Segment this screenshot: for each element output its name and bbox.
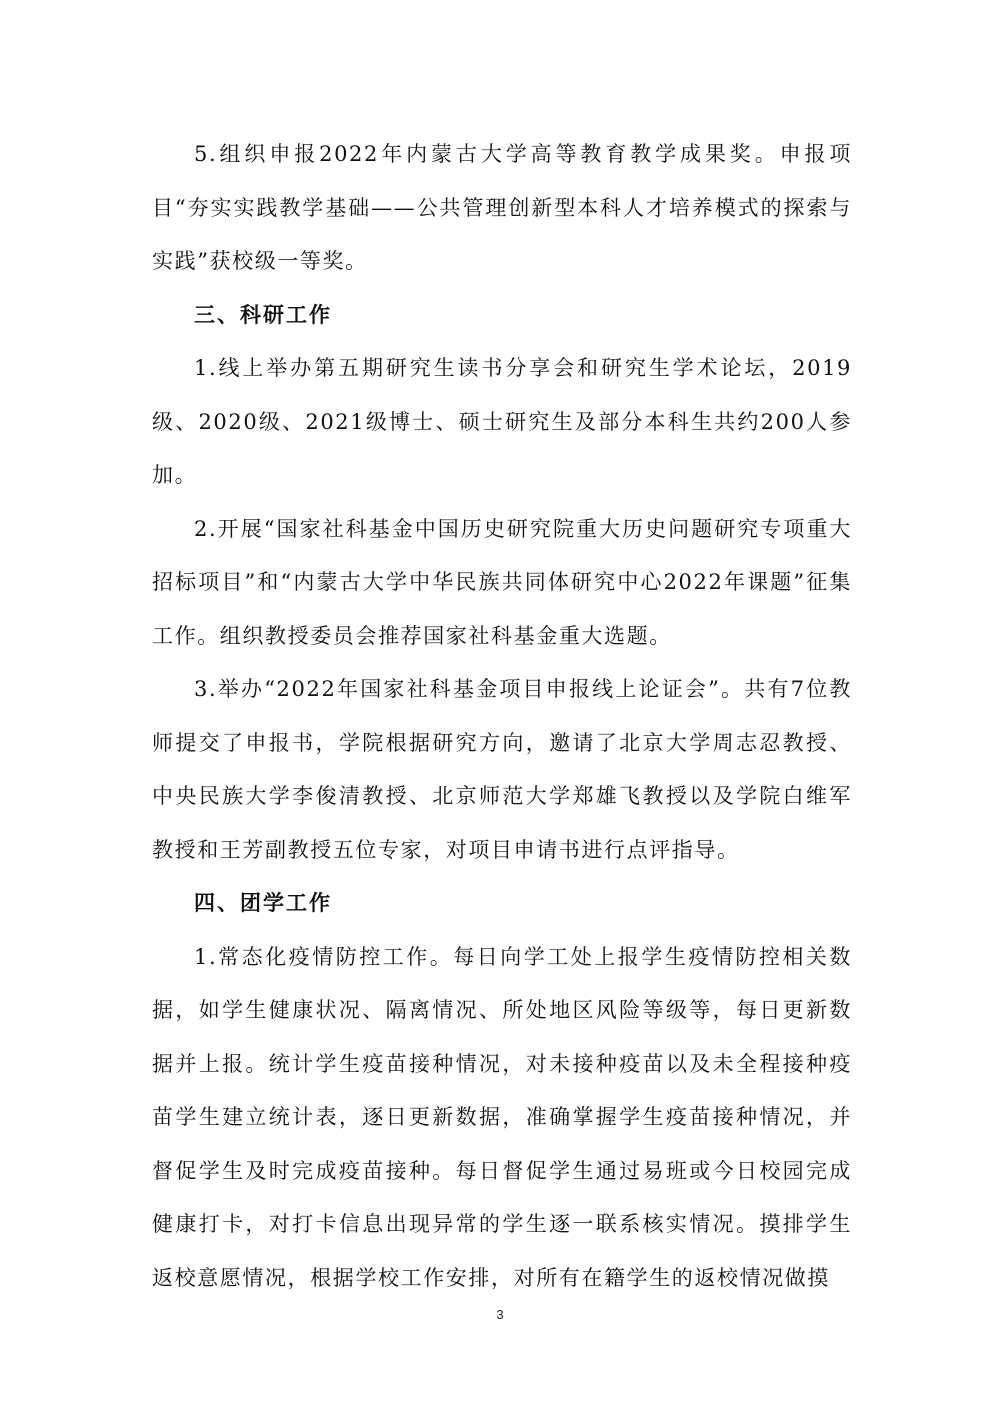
paragraph-teaching-award: 5.组织申报2022年内蒙古大学高等教育教学成果奖。申报项目“夯实实践教学基础——公共管理创新型本科人才培养模式的探索与实践”获校级一等奖。	[152, 142, 852, 273]
section-heading-research: 三、科研工作	[194, 302, 332, 327]
document-body	[152, 128, 852, 1305]
paragraph-review-meeting: 3.举办“2022年国家社科基金项目申报线上论证会”。共有7位教师提交了申报书，学院根据研究方向，邀请了北京大学周志忍教授、中央民族大学李俊清教授、北京师范大学郑雄飞教授以及学院白维军教授和王芳副教授五位专家，对项目申请书进行点评指导。	[152, 677, 852, 862]
paragraph-research-forum: 1.线上举办第五期研究生读书分享会和研究生学术论坛，2019级、2020级、2021级博士、硕士研究生及部分本科生共约200人参加。	[152, 356, 852, 487]
paragraph-project-solicitation: 2.开展“国家社科基金中国历史研究院重大历史问题研究专项重大招标项目”和“内蒙古大学中华民族共同体研究中心2022年课题”征集工作。组织教授委员会推荐国家社科基金重大选题。	[152, 516, 852, 648]
page-number: 3	[496, 1307, 504, 1322]
section-heading-student-affairs: 四、团学工作	[194, 891, 332, 915]
paragraph-epidemic-prevention: 1.常态化疫情防控工作。每日向学工处上报学生疫情防控相关数据，如学生健康状况、隔离情况、所处地区风险等级等，每日更新数据并上报。统计学生疫苗接种情况，对未接种疫苗以及未全程接种疫苗学生建立统计表，逐日更新数据，准确掌握学生疫苗接种情况，并督促学生及时完成疫苗接种。每日督促学生通过易班或今日校园完成健康打卡，对打卡信息出现异常的学生逐一联系核实情况。摸排学生返校意愿情况，根据学校工作安排，对所有在籍学生的返校情况做摸	[152, 944, 852, 1290]
